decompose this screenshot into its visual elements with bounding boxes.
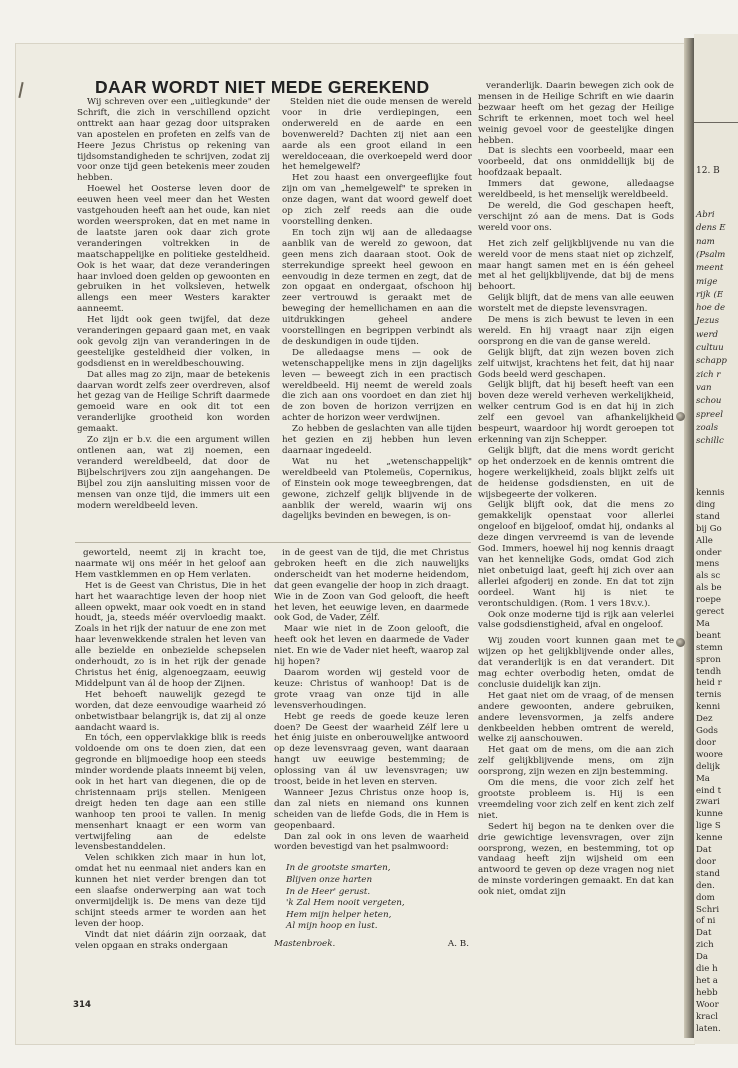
paragraph: Wij schreven over een „uitlegkunde" der Schrift, die zich in verschillend opzicht onttrekt aan haar gezag door uitspraken van apostelen en profeten en zelfs van de Heere Jezus Christus op rekening van tijdsomstandigheden te schrijven, zodat zij voor onze tijd geen betekenis meer zouden hebben.	[77, 97, 270, 184]
paragraph: Vindt dat niet dáárin zijn oorzaak, dat velen opgaan en straks ondergaan	[75, 929, 266, 951]
paragraph: Dan zal ook in ons leven de waarheid worden bevestigd van het psalmwoord:	[274, 831, 469, 853]
paragraph: De alledaagse mens — ook de wetenschappelijke mens in zijn dagelijks leven — beweegt zich in een practisch wereldbeeld. Hij neemt de wereld zoals die zich aan ons voordoet en dan ziet hij de zon boven de horizon verrijzen en achter de horizon weer verdwijnen.	[282, 347, 472, 424]
next-page-text-fragment: eind t	[696, 785, 722, 796]
next-page-text-fragment: (Psalm	[696, 249, 726, 260]
paragraph: En tóch, een oppervlakkige blik is reeds voldoende om ons te doen zien, dat een gegronde en blijmoedige hoop een steeds minder wordende plaats inneemt bij velen, ook in het hart van diegenen, die op de christennaam prijs stellen. Menigeen dreigt heden ten dage aan een stille wanhoop ten prooi te vallen. In menig mensenhart knaagt er een worm van vertwijfeling aan de edelste levensbestanddelen.	[75, 733, 266, 853]
next-page-text-fragment: dens E	[696, 223, 726, 234]
next-page-text-fragment: kenne	[696, 833, 723, 844]
next-page-text-fragment: Gods	[696, 726, 718, 736]
paragraph: Dat is slechts een voorbeeld, maar een voorbeeld, dat ons onmiddellijk bij de hoofdzaak bepaalt.	[478, 146, 674, 179]
paragraph: Hebt ge reeds de goede keuze leren doen? De Geest der waarheid Zélf lere u het énig juiste en onberouwelijke antwoord op deze levensvraag geven, want daaraan hangt uw eeuwige bestemming; de oplossing van ál uw levensvragen; uw troost, beide in het leven en sterven.	[274, 711, 469, 788]
next-page-text-fragment: stand	[696, 511, 721, 522]
next-page-text-fragment: ternis	[696, 690, 722, 701]
next-page-rule	[694, 122, 738, 123]
next-page-text-fragment: of ni	[696, 916, 716, 927]
next-page-text-fragment: hoe de	[696, 303, 726, 314]
next-page-text-fragment: Dez	[696, 714, 713, 725]
next-page-text-fragment: mens	[696, 559, 720, 570]
next-page-text-fragment: zich	[696, 940, 714, 951]
next-page-text-fragment: kracl	[696, 1011, 719, 1022]
next-page-text-fragment: van	[696, 382, 712, 393]
next-page-text-fragment: gerect	[696, 607, 725, 617]
poem-line: 'k Zal Hem nooit vergeten,	[286, 898, 405, 909]
paragraph: Het behoeft nauwelijk gezegd te worden, dat deze eenvoudige waarheid zó onbetwistbaar belangrijk is, dat zij al onze aandacht waard is.	[75, 689, 266, 733]
next-page-text-fragment: 12. B	[696, 166, 720, 176]
paragraph: Het zou haast een onvergeeflijke fout zijn om van „hemelgewelf" te spreken in onze dagen, want dat woord gewelf doet op zich zelf reeds aan die oude voorstelling denken.	[282, 173, 472, 227]
next-page-text-fragment: Ma	[696, 618, 710, 629]
next-page-text-fragment: schou	[696, 396, 722, 407]
article-column-1	[77, 97, 270, 537]
article-title: DAAR WORDT NIET MEDE GEREKEND	[95, 77, 430, 97]
paragraph: geworteld, neemt zij in kracht toe, naarmate wij ons méér in het geloof aan Hem vastklemmen en op Hem verlaten.	[75, 548, 266, 580]
section-divider	[75, 542, 471, 543]
paragraph: Ook onze moderne tijd is rijk aan velerlei valse godsdienstigheid, afval en ongeloof.	[478, 609, 674, 631]
next-page-text-fragment: roepe	[696, 595, 721, 606]
paragraph: Wat nu het „wetenschappelijk" wereldbeeld van Ptolemeüs, Copernikus, of Einstein ook moge teweegbrengen, dat gewone, zichzelf gelijk blijvende in de aanblik der wereld, waarin wij ons dagelijks bevinden en bewegen, is on-	[282, 456, 472, 522]
paragraph: Wanneer Jezus Christus onze hoop is, dan zal niets en niemand ons kunnen scheiden van de liefde Gods, die in Hem is geopenbaard.	[274, 787, 469, 831]
poem-line: Hem mijn helper heten,	[286, 909, 392, 920]
next-page-text-fragment: cultuu	[696, 343, 724, 353]
paragraph: Om die mens, die voor zich zelf het grootste probleem is. Hij is een vreemdeling voor zich zelf en kent zich zelf niet.	[478, 778, 674, 821]
next-page-text-fragment: beant	[696, 630, 721, 641]
next-page-text-fragment: Dat	[696, 928, 712, 939]
next-page-text-fragment: Dat	[696, 845, 712, 855]
next-page-text-fragment: zwari	[696, 797, 720, 808]
paragraph: veranderlijk. Daarin bewegen zich ook de mensen in de Heilige Schrift en wie daarin bezwaar heeft om het gezag der Heilige Schrift te erkennen, moet toch wel heel weinig gevoel voor de geestelijke dingen hebben.	[478, 81, 674, 146]
paragraph: Het lijdt ook geen twijfel, dat deze veranderingen gepaard gaan met, en vaak ook gevolg zijn van veranderingen in de geestelijke gesteldheid dier volken, in godsdienst en in wereldbeschouwing.	[77, 315, 270, 369]
next-page-text-fragment: onder	[696, 547, 722, 558]
next-page-text-fragment: kennis	[696, 488, 725, 498]
next-page-text-fragment: die h	[696, 964, 718, 974]
next-page-text-fragment: Schri	[696, 904, 720, 915]
paragraph: Zo hebben de geslachten van alle tijden het gezien en zij hebben hun leven daarnaar ingedeeld.	[282, 424, 472, 456]
paragraph: Immers dat gewone, alledaagse wereldbeeld, is het menselijk wereldbeeld.	[478, 179, 674, 201]
next-page-text-fragment: ding	[696, 499, 716, 510]
next-page-text-fragment: schillc	[696, 436, 724, 447]
paragraph: Wij zouden voort kunnen gaan met te wijzen op het gelijkblijvende onder alles, dat veranderlijk is en dat verandert. Dit mag echter overbodig heten, omdat de conclusie duidelijk kan zijn.	[478, 636, 674, 690]
next-page-text-fragment: spron	[696, 654, 721, 665]
paragraph: Het is de Geest van Christus, Die in het hart het waarachtige leven der hoop niet alleen opwekt, maar ook voedt en in stand houdt, ja, steeds méér overvloedig maakt. Zoals in het rijk der natuur de ene zon met haar levenwekkende stralen het leven van alle bezielde en onbezielde schepselen onderhoudt, zo is in het rijk der genade Christus het énig, algenoegzaam, eeuwig Middelpunt van ál de hoop der Zijnen.	[75, 580, 266, 689]
next-page-text-fragment: meent	[696, 263, 724, 274]
paragraph: Zo zijn er b.v. die een argument willen ontlenen aan, wat zij noemen, een veranderd wereldbeeld, dat door de Bijbelschrijvers zou zijn aangehangen. De Bijbel zou zijn aansluiting missen voor de mensen van onze tijd, die immers uit een modern wereldbeeld leven.	[77, 435, 270, 511]
paragraph: Gelijk blijft, dat hij beseft heeft van een boven deze wereld verheven werkelijkheid, welker centrum God is en dat hij in zich zelf een gevoel van afhankelijkheid bespeurt, waardoor hij wordt geroepen tot erkenning van zijn Schepper.	[478, 380, 674, 445]
next-page-text-fragment: zoals	[696, 422, 718, 433]
paragraph: Gelijk blijft, dat die mens wordt gericht op het onderzoek en de kennis omtrent die hogere werkelijkheid, zoals blijkt zelfs uit de heidense godsdiensten, en uit de wijsbegeerte der volkeren.	[478, 445, 674, 500]
next-page-edge	[694, 34, 738, 1044]
paragraph: De wereld, die God geschapen heeft, verschijnt zó aan de mens. Dat is Gods wereld voor ons.	[478, 200, 674, 233]
signoff-initials: A. B.	[447, 938, 469, 949]
paragraph: in de geest van de tijd, die met Christus gebroken heeft en die zich nauwelijks onderscheidt van het moderne heidendom, dat geen evangelie der hoop in zich draagt. Wie in de Zoon van God gelooft, die heeft het leven, het eeuwige leven, en daarmede ook God, de Vader, Zélf.	[274, 548, 469, 624]
next-page-text-fragment: nam	[696, 236, 715, 247]
signoff	[274, 939, 469, 950]
next-page-text-fragment: door	[696, 856, 716, 867]
paragraph: En toch zijn wij aan de alledaagse aanblik van de wereld zo gewoon, dat geen mens zich daaraan stoot. Ook de sterrekundige spreekt heel gewoon en eenvoudig in deze termen en zegt, dat de zon opgaat en ondergaat, ofschoon hij zeer vertrouwd is geraakt met de beweging der hemellichamen en aan die uitdrukkingen geheel andere voorstellingen en begrippen verbindt als de deskundigen in oude tijden.	[282, 227, 472, 347]
paragraph: Maar wie niet in de Zoon gelooft, die heeft ook het leven en daarmede de Vader niet. En wie de Vader niet heeft, waarop zal hij hopen?	[274, 624, 469, 668]
page-number: 314	[73, 1000, 91, 1010]
psalm-quote	[286, 863, 469, 933]
next-page-text-fragment: den.	[696, 880, 715, 891]
paragraph: Stelden niet die oude mensen de wereld voor in drie verdiepingen, een onderwereld en de aarde en een bovenwereld? Dachten zij niet aan een aarde als een groot eiland in een wereldoceaan, die overkoepeld werd door het hemelgewelf?	[282, 97, 472, 173]
poem-line: Blijven onze harten	[286, 874, 373, 885]
next-page-text-fragment: het a	[696, 975, 718, 986]
next-page-text-fragment: Ma	[696, 773, 710, 784]
next-page-text-fragment: door	[696, 737, 716, 748]
next-page-text-fragment: schapp	[696, 356, 727, 367]
article-column-3	[478, 81, 674, 1025]
next-page-text-fragment: heid r	[696, 678, 722, 689]
poem-line: In de grootste smarten,	[286, 863, 391, 874]
next-page-text-fragment: Abri	[696, 210, 715, 220]
next-page-text-fragment: Alle	[696, 535, 713, 546]
paragraph: Dat alles mag zo zijn, maar de betekenis daarvan wordt zelfs zeer overdreven, alsof het gezag van de Heilige Schrift daarmede gemoeid ware en ook dit tot een veranderlijke grootheid kon worden gemaakt.	[77, 369, 270, 435]
paragraph: Het gaat niet om de vraag, of de mensen andere gewoonten, andere gebruiken, andere levensvormen, ja zelfs andere denkbeelden hebben omtrent de wereld, welke zij aanschouwen.	[478, 690, 674, 745]
next-page-text-fragment: mige	[696, 276, 718, 287]
next-page-text-fragment: lige S	[696, 821, 721, 832]
next-page-text-fragment: zich r	[696, 369, 721, 380]
paragraph: Velen schikken zich maar in hun lot, omdat het nu eenmaal niet anders kan en kunnen het niet verder brengen dan tot een slaafse onderwerping aan wat toch onvermijdelijk is. De mens van deze tijd schijnt steeds armer te worden aan het leven der hoop.	[75, 853, 266, 929]
next-page-text-fragment: werd	[696, 329, 719, 340]
next-page-text-fragment: kenni	[696, 702, 721, 713]
next-page-text-fragment: woore	[696, 749, 723, 760]
next-page-text-fragment: stand	[696, 868, 721, 879]
paragraph: Hoewel het Oosterse leven door de eeuwen heen veel meer dan het Westen vastgehouden heeft aan het oude, kan niet worden weersproken, dat en met name in de laatste jaren ook daar zich grote veranderingen voltrekken in de maatschappelijke en politieke gesteldheid. Ook is het waar, dat deze veranderingen haar invloed doen gelden op gewoonten en gebruiken in het volksleven, hetwelk allengs een meer Westers karakter aanneemt.	[77, 184, 270, 315]
binding-hole	[676, 638, 685, 647]
next-page-text-fragment: als be	[696, 583, 722, 594]
paragraph: Gelijk blijft ook, dat die mens zo gemakkelijk openstaat voor allerlei ongeloof en bijgeloof, omdat hij, ondanks al deze dingen vervreemd is van de levende God. Immers, hoewel hij nog kennis draagt van het kennelijke Gods, omdat God zich niet onbetuigd laat, geeft hij zich over aan allerlei afgoderij en zonde. En dat tot zijn oordeel. Want hij is niet te verontschuldigen. (Rom. 1 vers 18v.v.).	[478, 500, 674, 609]
next-page-text-fragment: rijk (E	[696, 289, 724, 300]
binding-hole	[676, 412, 685, 421]
next-page-text-fragment: tendh	[696, 666, 722, 677]
next-page-text-fragment: hebb	[696, 987, 718, 998]
page-fold-shadow	[684, 38, 694, 1038]
poem-line: In de Heer' gerust.	[286, 886, 371, 897]
article-column-4	[75, 548, 266, 988]
next-page-text-fragment: spreel	[696, 409, 723, 420]
next-page-text-fragment: Jezus	[696, 316, 720, 327]
paragraph: De mens is zich bewust te leven in een wereld. En hij vraagt naar zijn eigen oorsprong en die van de ganse wereld.	[478, 315, 674, 347]
next-page-text-fragment: Da	[696, 952, 709, 963]
next-page-text-fragment: als sc	[696, 571, 721, 582]
next-page-text-fragment: laten.	[696, 1023, 721, 1034]
signoff-place: Mastenbroek.	[274, 938, 336, 949]
paragraph: Het gaat om de mens, om die aan zich zelf gelijkblijvende mens, om zijn oorsprong, zijn wezen en zijn bestemming.	[478, 745, 674, 778]
next-page-text-fragment: Woor	[696, 999, 719, 1010]
next-page-text-fragment: delijk	[696, 761, 720, 772]
next-page-text-fragment: stemn	[696, 642, 723, 653]
article-column-2	[282, 97, 472, 537]
paragraph: Sedert hij begon na te denken over die drie gewichtige levensvragen, over zijn oorsprong, wezen, en bestemming, tot op vandaag heeft zijn wijsheid om een antwoord te geven op deze vragen nog niet de minste vorderingen gemaakt. En dat kan ook niet, omdat zijn	[478, 821, 674, 898]
paragraph: Gelijk blijft, dat de mens van alle eeuwen worstelt met de diepste levensvragen.	[478, 293, 674, 315]
next-page-text-fragment: kunne	[696, 809, 723, 820]
paragraph: Daarom worden wij gesteld voor de keuze: Christus of wanhoop! Dat is de grote vraag van onze tijd in alle levensverhoudingen.	[274, 667, 469, 711]
article-column-5	[274, 548, 469, 988]
paragraph: Gelijk blijft, dat zijn wezen boven zich zelf uitwijst, krachtens het feit, dat hij naar Gods beeld werd geschapen.	[478, 347, 674, 380]
poem-line: Al mijn hoop en lust.	[286, 921, 378, 932]
next-page-text-fragment: bij Go	[696, 523, 722, 534]
paragraph: Het zich zelf gelijkblijvende nu van die wereld voor de mens staat niet op zichzelf, maar hangt samen met en is één geheel met al het gelijkblijvende, dat bij de mens behoort.	[478, 238, 674, 293]
next-page-text-fragment: dom	[696, 892, 715, 903]
